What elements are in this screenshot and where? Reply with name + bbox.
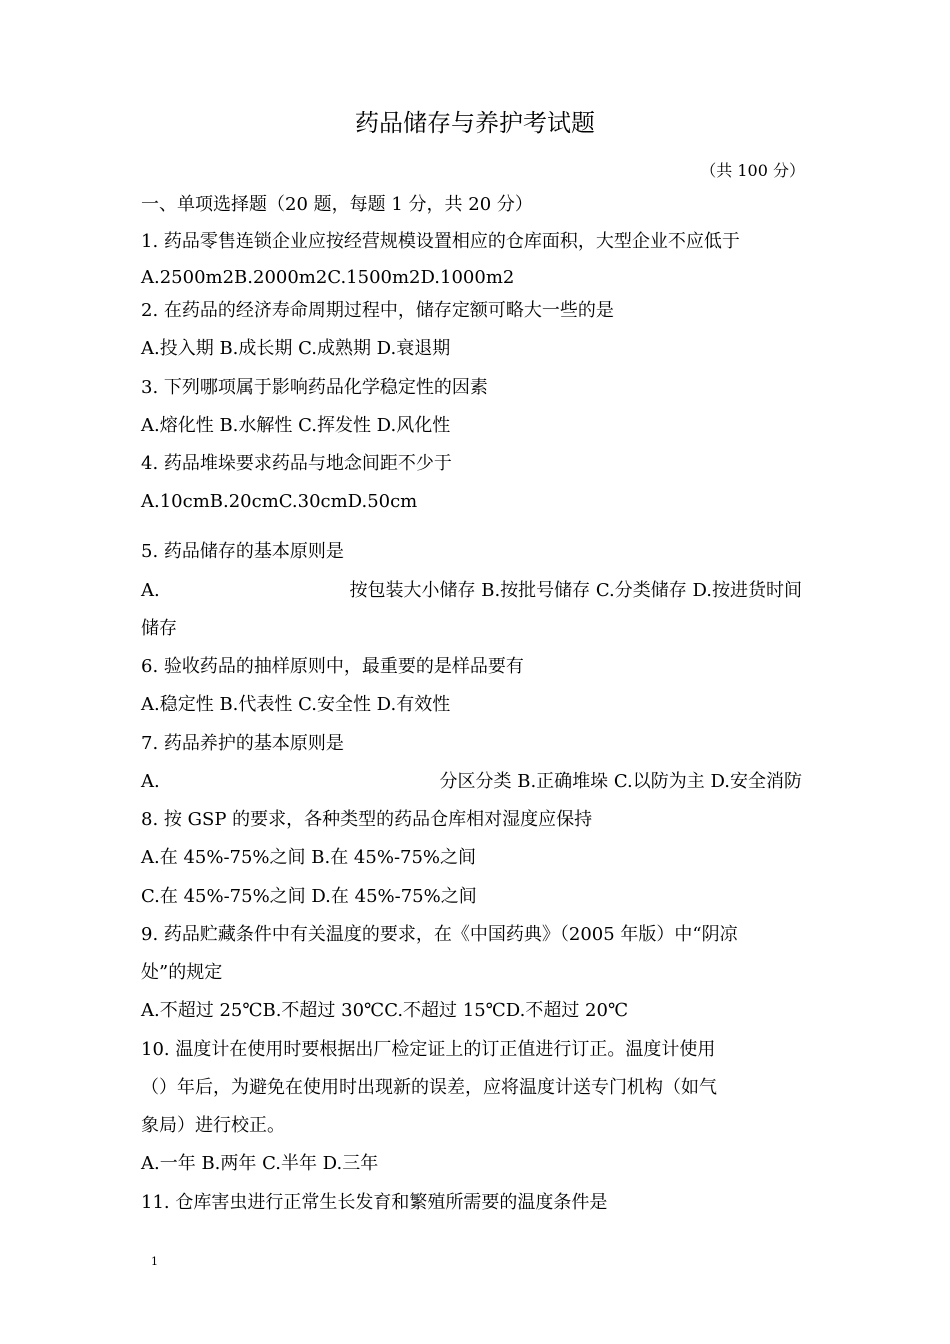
question-4: 4. 药品堆垛要求药品与地念间距不少于 [141,453,452,474]
question-3: 3. 下列哪项属于影响药品化学稳定性的因素 [141,377,488,398]
question-11: 11. 仓库害虫进行正常生长发育和繁殖所需要的温度条件是 [141,1192,608,1213]
question-8-options-1: A.在 45%-75%之间 B.在 45%-75%之间 [141,847,477,868]
question-10-cont-2: 象局）进行校正。 [141,1115,285,1136]
question-10-cont-1: （）年后，为避免在使用时出现新的误差，应将温度计送专门机构（如气 [141,1077,717,1098]
total-score: （共 100 分） [700,161,805,180]
question-9-cont: 处”的规定 [141,962,223,983]
question-9-options: A.不超过 25℃B.不超过 30℃C.不超过 15℃D.不超过 20℃ [141,1000,629,1021]
question-8: 8. 按 GSP 的要求，各种类型的药品仓库相对湿度应保持 [141,809,593,830]
question-7-options [141,770,802,794]
question-6: 6. 验收药品的抽样原则中，最重要的是样品要有 [141,656,524,677]
question-4-options: A.10cmB.20cmC.30cmD.50cm [141,491,418,512]
options-rest: 分区分类 B.正确堆垛 C.以防为主 D.安全消防 [439,771,802,792]
page-number: 1 [151,1255,158,1268]
question-5-options-cont: 储存 [141,618,177,639]
question-2: 2. 在药品的经济寿命周期过程中，储存定额可略大一些的是 [141,300,614,321]
question-10-options: A.一年 B.两年 C.半年 D.三年 [141,1153,379,1174]
document-title: 药品储存与养护考试题 [355,109,595,137]
question-10: 10. 温度计在使用时要根据出厂检定证上的订正值进行订正。温度计使用 [141,1039,716,1060]
section-heading: 一、单项选择题（20 题，每题 1 分，共 20 分） [141,194,533,215]
question-5: 5. 药品储存的基本原则是 [141,541,344,562]
question-1: 1. 药品零售连锁企业应按经营规模设置相应的仓库面积，大型企业不应低于 [141,231,740,252]
question-3-options: A.熔化性 B.水解性 C.挥发性 D.风化性 [141,415,451,436]
question-6-options: A.稳定性 B.代表性 C.安全性 D.有效性 [141,694,451,715]
option-a-label: A. [141,771,160,792]
question-2-options: A.投入期 B.成长期 C.成熟期 D.衰退期 [141,338,451,359]
question-5-options [141,579,802,603]
question-8-options-2: C.在 45%-75%之间 D.在 45%-75%之间 [141,886,477,907]
options-rest: 按包装大小储存 B.按批号储存 C.分类储存 D.按进货时间 [349,580,802,601]
question-1-options: A.2500m2B.2000m2C.1500m2D.1000m2 [141,267,515,288]
option-a-label: A. [141,580,160,601]
question-7: 7. 药品养护的基本原则是 [141,733,344,754]
question-9: 9. 药品贮藏条件中有关温度的要求，在《中国药典》（2005 年版）中“阴凉 [141,924,738,945]
